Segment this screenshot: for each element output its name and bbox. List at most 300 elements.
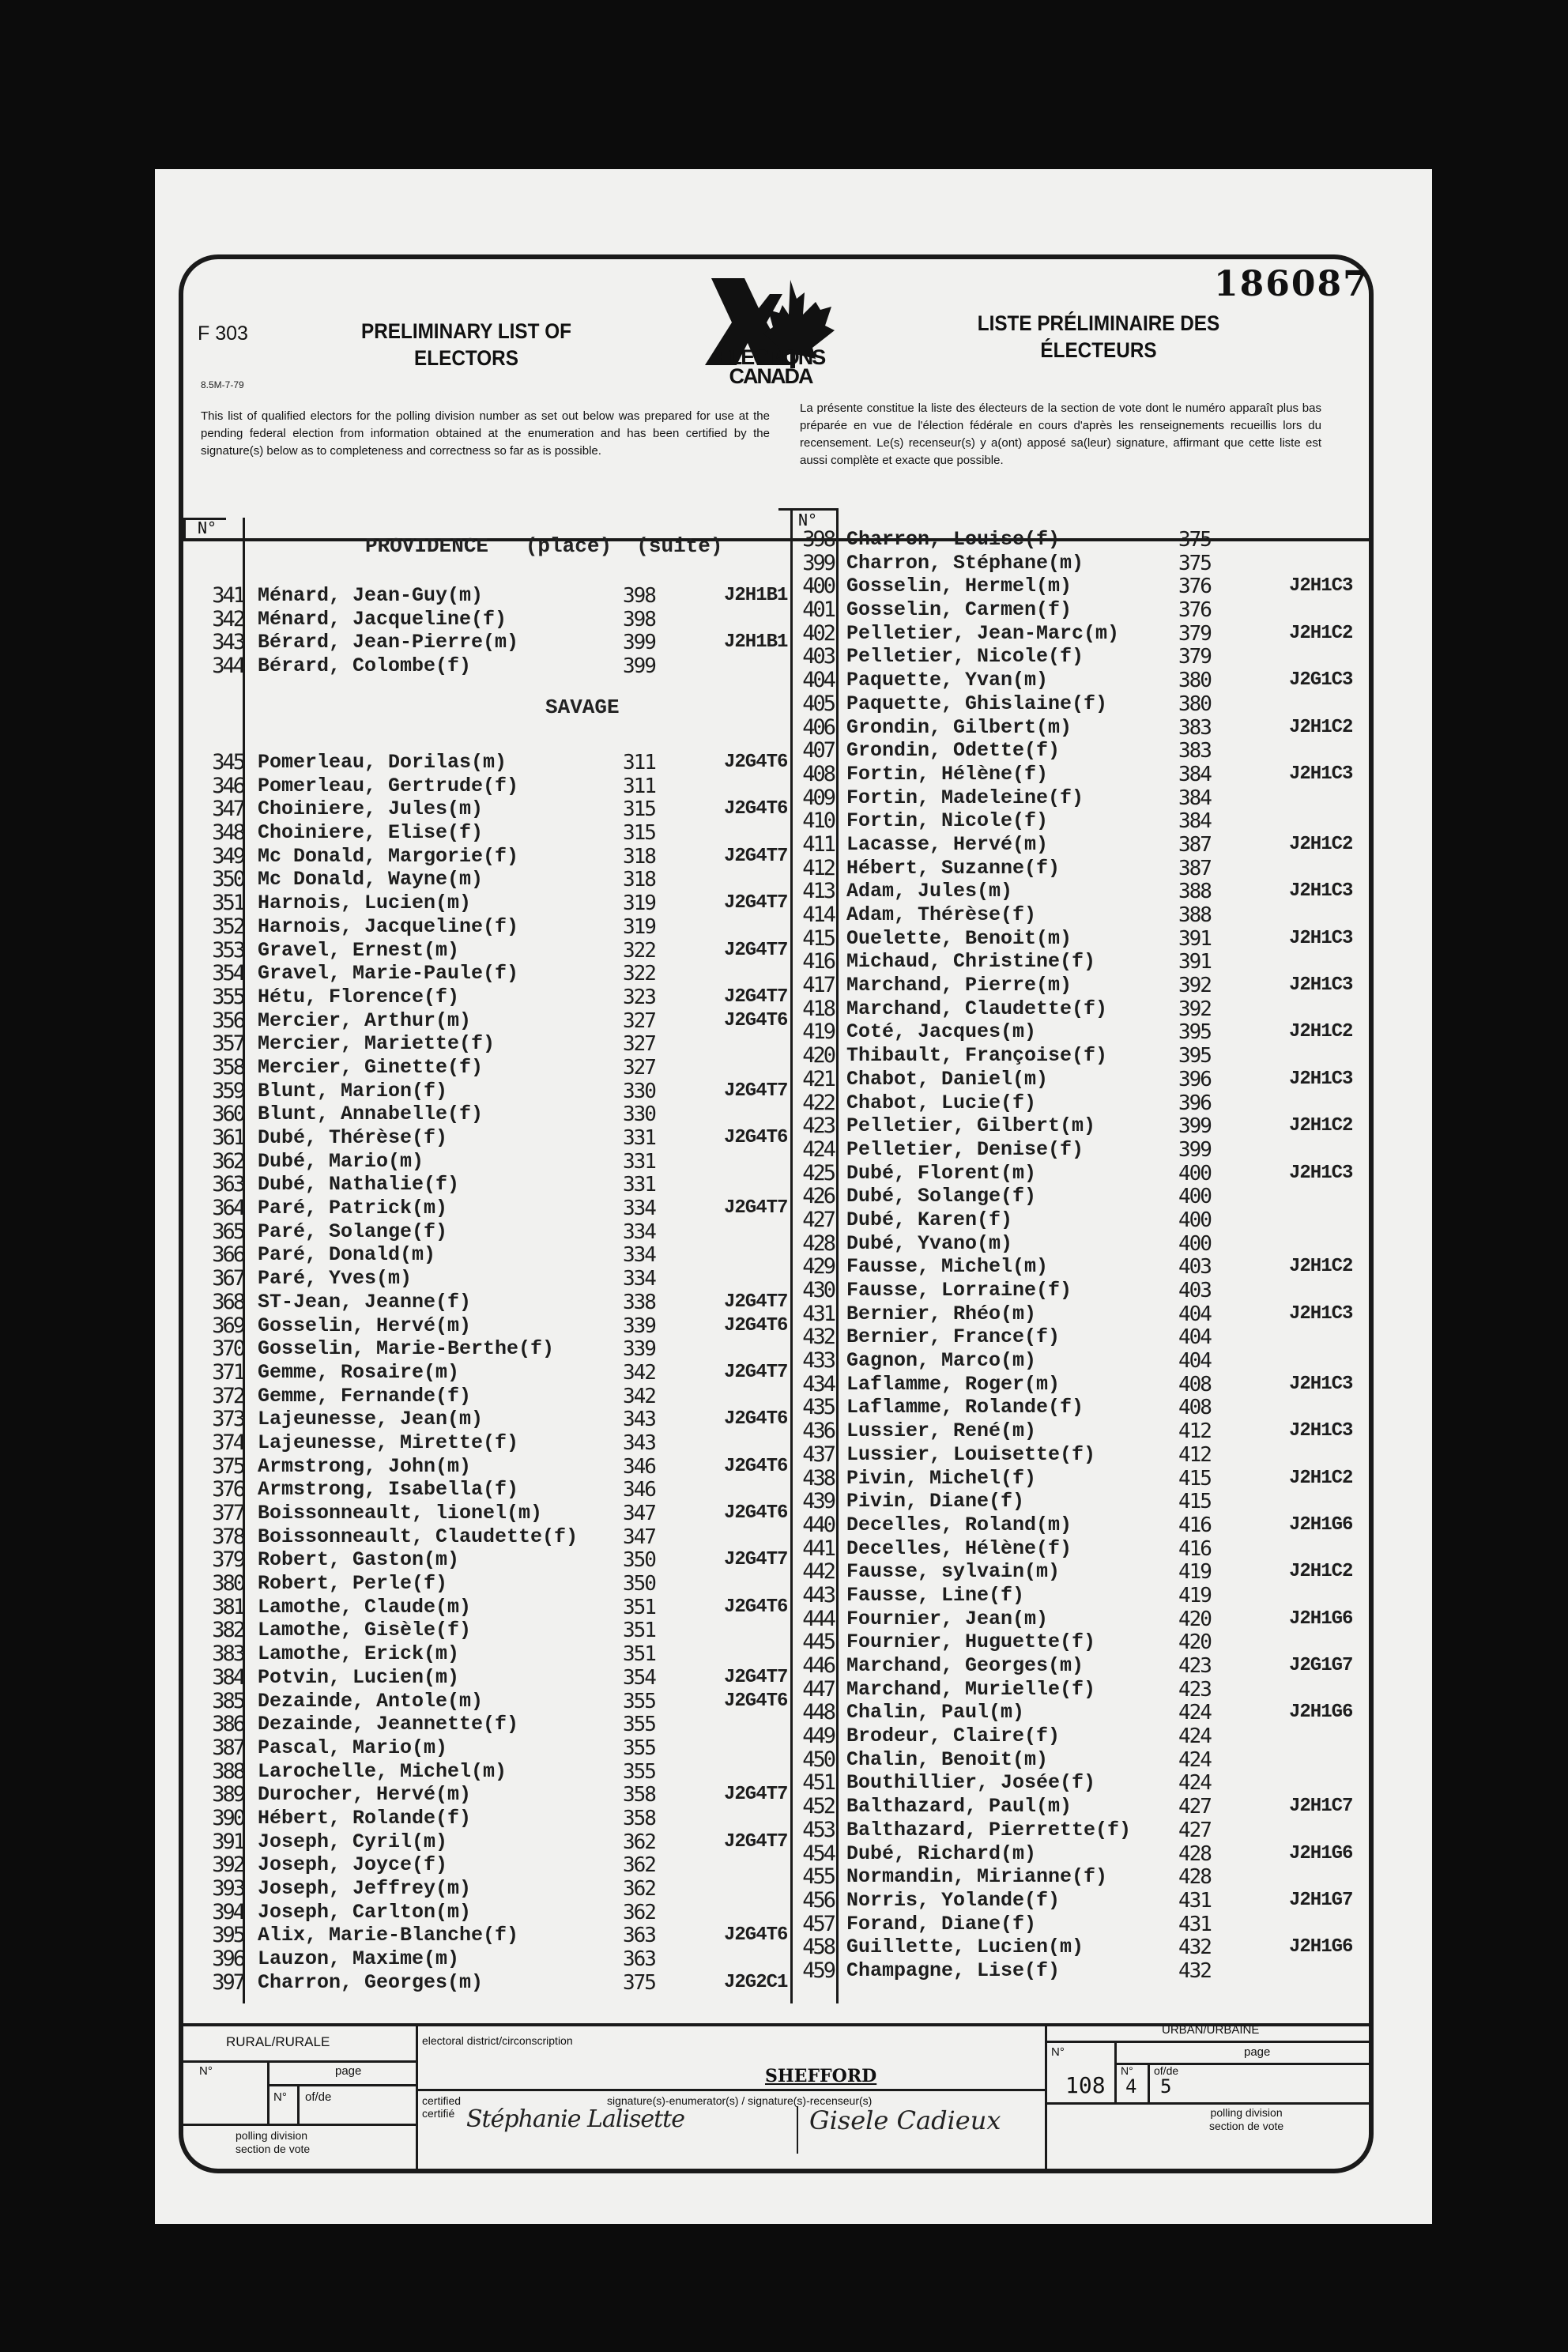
elector-number: 377 bbox=[212, 1501, 243, 1525]
elector-address-number: 412 bbox=[1178, 1419, 1211, 1444]
elector-address-number: 350 bbox=[623, 1572, 655, 1596]
elector-address-number: 396 bbox=[1178, 1091, 1211, 1115]
elector-number: 405 bbox=[802, 691, 834, 716]
elector-number: 407 bbox=[802, 738, 834, 763]
section-heading-savage: SAVAGE bbox=[545, 695, 620, 719]
elector-number: 341 bbox=[212, 583, 243, 608]
elector-postal-code: J2G4T7 bbox=[724, 1666, 788, 1688]
elector-number: 410 bbox=[802, 808, 834, 834]
elector-number: 376 bbox=[212, 1477, 243, 1502]
page-total: 5 bbox=[1160, 2075, 1172, 2098]
elector-number: 400 bbox=[802, 574, 834, 599]
elector-address-number: 362 bbox=[623, 1900, 655, 1924]
district-line bbox=[416, 2089, 1046, 2091]
elector-postal-code: J2H1C2 bbox=[1289, 1256, 1353, 1278]
urban-polling-line-2: section de vote bbox=[1209, 2120, 1284, 2132]
elector-number: 397 bbox=[212, 1969, 243, 1995]
elector-address-number: 323 bbox=[623, 985, 655, 1009]
elector-name: Lamothe, Erick(m) bbox=[258, 1642, 460, 1666]
elector-number: 439 bbox=[802, 1489, 834, 1514]
elector-address-number: 327 bbox=[623, 1032, 655, 1057]
elector-number: 428 bbox=[802, 1231, 834, 1256]
elector-name: Dezainde, Jeannette(f) bbox=[258, 1713, 519, 1736]
elector-postal-code: J2H1C3 bbox=[1289, 927, 1353, 949]
logo-text-line-1: ELECTIONS bbox=[716, 345, 825, 369]
elector-address-number: 318 bbox=[623, 868, 655, 892]
elector-name: Robert, Gaston(m) bbox=[258, 1548, 460, 1572]
elector-name: Pivin, Diane(f) bbox=[846, 1490, 1025, 1513]
intro-english: This list of qualified electors for the polling division number as set out below was prepared for use at the pending federal election from information obtained at the enumeration and has been certified by the signature(s) below as to completeness and correctness so far as is possible. bbox=[201, 409, 770, 458]
elector-address-number: 420 bbox=[1178, 1607, 1211, 1631]
elector-name: Paré, Yves(m) bbox=[258, 1267, 413, 1291]
elector-address-number: 392 bbox=[1178, 997, 1211, 1021]
elector-address-number: 319 bbox=[623, 891, 655, 916]
elector-address-number: 383 bbox=[1178, 739, 1211, 763]
elector-number: 346 bbox=[212, 773, 243, 798]
urban-page-label: page bbox=[1244, 2045, 1271, 2059]
elector-address-number: 347 bbox=[623, 1502, 655, 1525]
elector-address-number: 423 bbox=[1178, 1677, 1211, 1702]
rural-bottom-line bbox=[183, 2124, 417, 2126]
elector-name: Gemme, Fernande(f) bbox=[258, 1384, 472, 1408]
elector-number: 343 bbox=[212, 630, 243, 655]
elector-name: Mc Donald, Margorie(f) bbox=[258, 844, 519, 868]
title-english-line-1: PRELIMINARY LIST OF bbox=[361, 319, 571, 343]
elector-postal-code: J2H1G6 bbox=[1289, 1608, 1353, 1630]
elector-name: Adam, Jules(m) bbox=[846, 880, 1013, 903]
elector-number: 385 bbox=[212, 1688, 243, 1713]
rural-page-line bbox=[267, 2084, 417, 2086]
elector-number: 457 bbox=[802, 1911, 834, 1936]
elector-number: 426 bbox=[802, 1184, 834, 1209]
rural-no-divider bbox=[267, 2060, 270, 2125]
elector-address-number: 334 bbox=[623, 1243, 655, 1268]
elector-address-number: 424 bbox=[1178, 1747, 1211, 1772]
rural-page-of-label: of/de bbox=[305, 2090, 332, 2104]
elector-name: Fausse, Michel(m) bbox=[846, 1255, 1049, 1279]
elector-address-number: 358 bbox=[623, 1783, 655, 1807]
elector-address-number: 331 bbox=[623, 1149, 655, 1174]
elector-number: 403 bbox=[802, 644, 834, 669]
elector-address-number: 431 bbox=[1178, 1888, 1211, 1913]
elector-number: 409 bbox=[802, 785, 834, 810]
elector-address-number: 388 bbox=[1178, 880, 1211, 904]
rural-label: RURAL/RURALE bbox=[226, 2034, 330, 2049]
elector-name: Armstrong, Isabella(f) bbox=[258, 1478, 519, 1502]
elector-postal-code: J2H1C2 bbox=[1289, 1561, 1353, 1583]
elector-name: Lauzon, Maxime(m) bbox=[258, 1947, 460, 1971]
logo-text-line-2: CANADA bbox=[729, 364, 812, 388]
footer-rural-divider bbox=[416, 2023, 418, 2170]
elector-name: Lacasse, Hervé(m) bbox=[846, 832, 1049, 856]
elector-postal-code: J2G4T6 bbox=[724, 1408, 788, 1430]
rural-no-label: N° bbox=[199, 2064, 213, 2078]
elector-number: 353 bbox=[212, 937, 243, 963]
elector-number: 352 bbox=[212, 914, 243, 939]
elector-name: Grondin, Gilbert(m) bbox=[846, 715, 1072, 739]
elector-name: Gravel, Marie-Paule(f) bbox=[258, 962, 519, 986]
elector-postal-code: J2H1C3 bbox=[1289, 575, 1353, 597]
elector-address-number: 419 bbox=[1178, 1583, 1211, 1608]
elector-postal-code: J2G4T7 bbox=[724, 1549, 788, 1571]
elector-address-number: 427 bbox=[1178, 1795, 1211, 1819]
elector-address-number: 351 bbox=[623, 1595, 655, 1619]
elector-postal-code: J2H1C3 bbox=[1289, 1420, 1353, 1442]
urban-page-no-label: N° bbox=[1121, 2064, 1133, 2077]
elector-address-number: 375 bbox=[623, 1970, 655, 1995]
elector-number: 366 bbox=[212, 1242, 243, 1268]
elector-number: 360 bbox=[212, 1102, 243, 1127]
rural-polling-division-label bbox=[236, 2129, 310, 2156]
enumerator-signature-1: Stéphanie Lalisette bbox=[466, 2105, 684, 2133]
elector-address-number: 398 bbox=[623, 584, 655, 608]
elector-address-number: 362 bbox=[623, 1877, 655, 1901]
elector-name: Lamothe, Gisèle(f) bbox=[258, 1619, 472, 1642]
urban-page-line bbox=[1114, 2063, 1369, 2065]
elector-name: ST-Jean, Jeanne(f) bbox=[258, 1290, 472, 1314]
elector-number: 451 bbox=[802, 1770, 834, 1796]
elector-address-number: 384 bbox=[1178, 762, 1211, 786]
elector-name: Laflamme, Roger(m) bbox=[846, 1372, 1061, 1396]
elector-number: 351 bbox=[212, 891, 243, 916]
rural-label-line bbox=[183, 2060, 417, 2063]
elector-address-number: 419 bbox=[1178, 1560, 1211, 1585]
elector-address-number: 346 bbox=[623, 1478, 655, 1502]
elector-address-number: 350 bbox=[623, 1548, 655, 1573]
elector-number: 413 bbox=[802, 879, 834, 904]
elector-number: 388 bbox=[212, 1758, 243, 1784]
elector-number: 454 bbox=[802, 1841, 834, 1866]
elector-number: 357 bbox=[212, 1031, 243, 1057]
elector-name: Mercier, Ginette(f) bbox=[258, 1055, 484, 1079]
rural-polling-line-2: section de vote bbox=[236, 2143, 311, 2155]
elector-number: 383 bbox=[212, 1642, 243, 1667]
elector-name: Pelletier, Gilbert(m) bbox=[846, 1114, 1096, 1138]
elector-address-number: 315 bbox=[623, 821, 655, 846]
urban-label: URBAN/URBAINE bbox=[1162, 2023, 1260, 2037]
section-heading-providence: PROVIDENCE (place) (suite) bbox=[365, 534, 723, 558]
elector-name: Choiniere, Jules(m) bbox=[258, 797, 484, 821]
elector-name: Bernier, Rhéo(m) bbox=[846, 1302, 1037, 1325]
district-value: SHEFFORD bbox=[765, 2066, 877, 2086]
elector-name: Chabot, Daniel(m) bbox=[846, 1067, 1049, 1091]
elector-number: 386 bbox=[212, 1712, 243, 1737]
elector-address-number: 343 bbox=[623, 1430, 655, 1455]
elector-postal-code: J2H1C3 bbox=[1289, 763, 1353, 785]
elector-address-number: 327 bbox=[623, 1008, 655, 1033]
elector-name: Marchand, Claudette(f) bbox=[846, 997, 1108, 1020]
elector-address-number: 424 bbox=[1178, 1724, 1211, 1749]
elector-postal-code: J2H1C2 bbox=[1289, 1021, 1353, 1043]
certified-line-2: certifié bbox=[422, 2107, 455, 2120]
elector-number: 432 bbox=[802, 1325, 834, 1350]
elector-address-number: 415 bbox=[1178, 1466, 1211, 1491]
elector-name: Joseph, Carlton(m) bbox=[258, 1900, 472, 1924]
elector-number: 344 bbox=[212, 654, 243, 679]
elector-number: 391 bbox=[212, 1829, 243, 1854]
elector-address-number: 343 bbox=[623, 1408, 655, 1432]
elector-address-number: 403 bbox=[1178, 1255, 1211, 1280]
elector-address-number: 362 bbox=[623, 1830, 655, 1854]
elector-address-number: 358 bbox=[623, 1806, 655, 1830]
title-french-line-2: ÉLECTEURS bbox=[1040, 338, 1157, 362]
elector-name: Dubé, Richard(m) bbox=[846, 1841, 1037, 1865]
elector-name: Dubé, Mario(m) bbox=[258, 1149, 424, 1173]
elector-postal-code: J2H1C2 bbox=[1289, 1115, 1353, 1137]
right-no-header: N° bbox=[798, 511, 818, 530]
elector-number: 444 bbox=[802, 1606, 834, 1631]
elector-number: 362 bbox=[212, 1148, 243, 1174]
elector-address-number: 355 bbox=[623, 1759, 655, 1784]
elector-name: Fausse, sylvain(m) bbox=[846, 1560, 1061, 1584]
elector-name: Dubé, Solange(f) bbox=[846, 1185, 1037, 1208]
elector-number: 354 bbox=[212, 961, 243, 986]
elector-name: Joseph, Jeffrey(m) bbox=[258, 1877, 472, 1900]
polling-division-number: 108 bbox=[1065, 2072, 1106, 2098]
elector-postal-code: J2G4T6 bbox=[724, 1924, 788, 1947]
elector-name: Charron, Louise(f) bbox=[846, 528, 1061, 551]
elector-number: 418 bbox=[802, 996, 834, 1021]
elector-address-number: 399 bbox=[623, 654, 655, 679]
elector-address-number: 331 bbox=[623, 1173, 655, 1197]
elector-address-number: 334 bbox=[623, 1197, 655, 1221]
elector-number: 416 bbox=[802, 949, 834, 974]
elector-name: Forand, Diane(f) bbox=[846, 1912, 1037, 1936]
elector-name: Charron, Stéphane(m) bbox=[846, 551, 1084, 575]
rural-page-no-label: N° bbox=[273, 2090, 287, 2104]
elector-number: 401 bbox=[802, 597, 834, 623]
elector-postal-code: J2H1B1 bbox=[724, 585, 788, 606]
elector-address-number: 432 bbox=[1178, 1936, 1211, 1960]
elector-name: Mercier, Mariette(f) bbox=[258, 1032, 496, 1056]
elector-postal-code: J2H1C2 bbox=[1289, 833, 1353, 855]
elector-name: Ménard, Jean-Guy(m) bbox=[258, 584, 484, 607]
elector-name: Fausse, Line(f) bbox=[846, 1583, 1025, 1607]
elector-address-number: 400 bbox=[1178, 1161, 1211, 1185]
elector-address-number: 375 bbox=[1178, 551, 1211, 575]
elector-address-number: 383 bbox=[1178, 715, 1211, 740]
elector-name: Mercier, Arthur(m) bbox=[258, 1008, 472, 1032]
elector-name: Decelles, Roland(m) bbox=[846, 1513, 1072, 1536]
elector-name: Fortin, Nicole(f) bbox=[846, 809, 1049, 833]
elector-number: 425 bbox=[802, 1160, 834, 1185]
elector-name: Pelletier, Nicole(f) bbox=[846, 645, 1084, 669]
elector-address-number: 355 bbox=[623, 1689, 655, 1713]
elector-postal-code: J2G4T7 bbox=[724, 1080, 788, 1102]
elector-address-number: 322 bbox=[623, 938, 655, 963]
elector-name: Marchand, Pierre(m) bbox=[846, 974, 1072, 997]
elector-name: Charron, Georges(m) bbox=[258, 1970, 484, 1994]
elector-address-number: 351 bbox=[623, 1642, 655, 1667]
elector-number: 456 bbox=[802, 1887, 834, 1913]
urban-divider bbox=[1045, 2023, 1047, 2170]
elector-number: 371 bbox=[212, 1359, 243, 1385]
elector-address-number: 311 bbox=[623, 774, 655, 798]
elector-number: 382 bbox=[212, 1618, 243, 1643]
elector-number: 398 bbox=[802, 527, 834, 552]
elector-postal-code: J2G4T6 bbox=[724, 1690, 788, 1712]
elector-name: Pelletier, Denise(f) bbox=[846, 1137, 1084, 1161]
enumerator-signature-2: Gisele Cadieux bbox=[809, 2105, 1001, 2135]
elector-name: Fournier, Huguette(f) bbox=[846, 1630, 1096, 1654]
elector-number: 437 bbox=[802, 1442, 834, 1467]
elector-address-number: 339 bbox=[623, 1337, 655, 1362]
elector-number: 427 bbox=[802, 1207, 834, 1232]
rural-page-label: page bbox=[335, 2064, 362, 2078]
elector-address-number: 331 bbox=[623, 1126, 655, 1150]
elector-name: Balthazard, Pierrette(f) bbox=[846, 1818, 1132, 1841]
elector-number: 381 bbox=[212, 1594, 243, 1619]
left-no-header: N° bbox=[198, 518, 217, 537]
elector-postal-code: J2G4T6 bbox=[724, 1596, 788, 1618]
elector-number: 372 bbox=[212, 1383, 243, 1408]
elector-number: 368 bbox=[212, 1289, 243, 1314]
elector-name: Thibault, Françoise(f) bbox=[846, 1044, 1108, 1068]
elector-address-number: 355 bbox=[623, 1713, 655, 1737]
elector-address-number: 427 bbox=[1178, 1818, 1211, 1842]
elector-address-number: 318 bbox=[623, 844, 655, 869]
elector-address-number: 379 bbox=[1178, 645, 1211, 669]
elector-address-number: 339 bbox=[623, 1314, 655, 1338]
elector-number: 423 bbox=[802, 1114, 834, 1139]
elector-name: Michaud, Christine(f) bbox=[846, 950, 1096, 974]
elector-name: Bérard, Colombe(f) bbox=[258, 654, 472, 678]
elector-address-number: 342 bbox=[623, 1384, 655, 1408]
elector-address-number: 342 bbox=[623, 1360, 655, 1385]
elector-name: Chalin, Paul(m) bbox=[846, 1701, 1025, 1724]
elector-name: Hétu, Florence(f) bbox=[258, 985, 460, 1008]
elector-name: Boissonneault, Claudette(f) bbox=[258, 1525, 579, 1548]
elector-name: Bouthillier, Josée(f) bbox=[846, 1771, 1096, 1795]
elector-number: 345 bbox=[212, 750, 243, 775]
elector-number: 448 bbox=[802, 1700, 834, 1725]
elector-number: 408 bbox=[802, 761, 834, 786]
elector-name: Gosselin, Hermel(m) bbox=[846, 575, 1072, 598]
elector-number: 396 bbox=[212, 1947, 243, 1972]
elector-number: 419 bbox=[802, 1020, 834, 1045]
elector-postal-code: J2G4T6 bbox=[724, 752, 788, 773]
elector-address-number: 387 bbox=[1178, 832, 1211, 857]
elector-number: 453 bbox=[802, 1817, 834, 1842]
elector-number: 387 bbox=[212, 1735, 243, 1760]
elector-address-number: 380 bbox=[1178, 692, 1211, 716]
elector-name: Champagne, Lise(f) bbox=[846, 1958, 1061, 1982]
elector-name: Lussier, Louisette(f) bbox=[846, 1442, 1096, 1466]
urban-page-of-label: of/de bbox=[1154, 2064, 1179, 2077]
elector-number: 356 bbox=[212, 1008, 243, 1033]
elector-name: Gosselin, Marie-Berthe(f) bbox=[258, 1337, 555, 1361]
elector-number: 420 bbox=[802, 1043, 834, 1069]
elector-name: Bernier, France(f) bbox=[846, 1325, 1061, 1349]
elector-number: 442 bbox=[802, 1559, 834, 1585]
elector-postal-code: J2H1B1 bbox=[724, 631, 788, 654]
elector-name: Balthazard, Paul(m) bbox=[846, 1795, 1072, 1819]
elector-name: Marchand, Georges(m) bbox=[846, 1654, 1084, 1677]
elector-name: Ménard, Jacqueline(f) bbox=[258, 607, 507, 631]
elector-postal-code: J2H1C3 bbox=[1289, 880, 1353, 903]
elector-address-number: 330 bbox=[623, 1102, 655, 1127]
elector-number: 347 bbox=[212, 797, 243, 822]
elector-address-number: 363 bbox=[623, 1924, 655, 1948]
elector-address-number: 431 bbox=[1178, 1912, 1211, 1936]
elector-name: Dubé, Yvano(m) bbox=[846, 1231, 1013, 1255]
elector-postal-code: J2H1G7 bbox=[1289, 1889, 1353, 1911]
elector-address-number: 351 bbox=[623, 1619, 655, 1643]
elector-postal-code: J2G4T7 bbox=[724, 939, 788, 961]
elector-postal-code: J2G4T7 bbox=[724, 892, 788, 914]
elector-number: 369 bbox=[212, 1313, 243, 1338]
elector-name: Fournier, Jean(m) bbox=[846, 1607, 1049, 1630]
elector-number: 379 bbox=[212, 1547, 243, 1573]
elector-name: Paré, Patrick(m) bbox=[258, 1197, 448, 1220]
elector-address-number: 346 bbox=[623, 1454, 655, 1479]
elector-name: Gagnon, Marco(m) bbox=[846, 1349, 1037, 1373]
elector-name: Potvin, Lucien(m) bbox=[258, 1665, 460, 1689]
elector-address-number: 420 bbox=[1178, 1630, 1211, 1655]
elector-postal-code: J2G4T7 bbox=[724, 1197, 788, 1219]
elector-postal-code: J2G4T7 bbox=[724, 1784, 788, 1806]
elector-address-number: 400 bbox=[1178, 1185, 1211, 1209]
elector-number: 390 bbox=[212, 1805, 243, 1830]
elector-number: 364 bbox=[212, 1196, 243, 1221]
elector-postal-code: J2H1C7 bbox=[1289, 1796, 1353, 1818]
elector-address-number: 416 bbox=[1178, 1513, 1211, 1537]
elector-address-number: 398 bbox=[623, 607, 655, 631]
elector-name: Grondin, Odette(f) bbox=[846, 739, 1061, 763]
elector-postal-code: J2G4T6 bbox=[724, 1127, 788, 1148]
elector-address-number: 416 bbox=[1178, 1536, 1211, 1561]
elector-name: Pomerleau, Dorilas(m) bbox=[258, 751, 507, 774]
elector-number: 441 bbox=[802, 1536, 834, 1561]
elector-number: 361 bbox=[212, 1125, 243, 1150]
elector-name: Boissonneault, lionel(m) bbox=[258, 1502, 543, 1525]
elector-address-number: 322 bbox=[623, 962, 655, 986]
elector-number: 414 bbox=[802, 903, 834, 927]
elector-address-number: 375 bbox=[1178, 528, 1211, 552]
elector-name: Gravel, Ernest(m) bbox=[258, 938, 460, 962]
urban-label-line bbox=[1045, 2041, 1369, 2043]
elector-postal-code: J2G2C1 bbox=[724, 1971, 788, 1993]
elector-postal-code: J2G4T7 bbox=[724, 845, 788, 867]
elector-number: 404 bbox=[802, 668, 834, 693]
elector-address-number: 327 bbox=[623, 1055, 655, 1080]
elector-name: Normandin, Mirianne(f) bbox=[846, 1865, 1108, 1889]
district-label: electoral district/circonscription bbox=[422, 2034, 573, 2047]
elector-address-number: 384 bbox=[1178, 786, 1211, 810]
elector-address-number: 392 bbox=[1178, 974, 1211, 998]
elector-address-number: 412 bbox=[1178, 1442, 1211, 1467]
elector-name: Alix, Marie-Blanche(f) bbox=[258, 1924, 519, 1947]
elector-name: Decelles, Hélène(f) bbox=[846, 1536, 1072, 1560]
right-no-divider bbox=[836, 508, 839, 2003]
elector-address-number: 432 bbox=[1178, 1958, 1211, 1983]
elector-postal-code: J2G1G7 bbox=[1289, 1655, 1353, 1676]
elector-name: Norris, Yolande(f) bbox=[846, 1888, 1061, 1912]
elector-address-number: 379 bbox=[1178, 621, 1211, 646]
elector-postal-code: J2H1C2 bbox=[1289, 716, 1353, 738]
elector-number: 370 bbox=[212, 1336, 243, 1362]
elector-postal-code: J2G4T7 bbox=[724, 1830, 788, 1853]
elector-address-number: 400 bbox=[1178, 1208, 1211, 1232]
elector-address-number: 330 bbox=[623, 1079, 655, 1103]
form-number: F 303 bbox=[198, 322, 248, 345]
elector-name: Lussier, René(m) bbox=[846, 1419, 1037, 1443]
logo-text bbox=[695, 345, 846, 388]
elector-address-number: 384 bbox=[1178, 809, 1211, 834]
elector-number: 431 bbox=[802, 1301, 834, 1326]
certified-label bbox=[422, 2094, 461, 2120]
elector-name: Hébert, Suzanne(f) bbox=[846, 856, 1061, 880]
